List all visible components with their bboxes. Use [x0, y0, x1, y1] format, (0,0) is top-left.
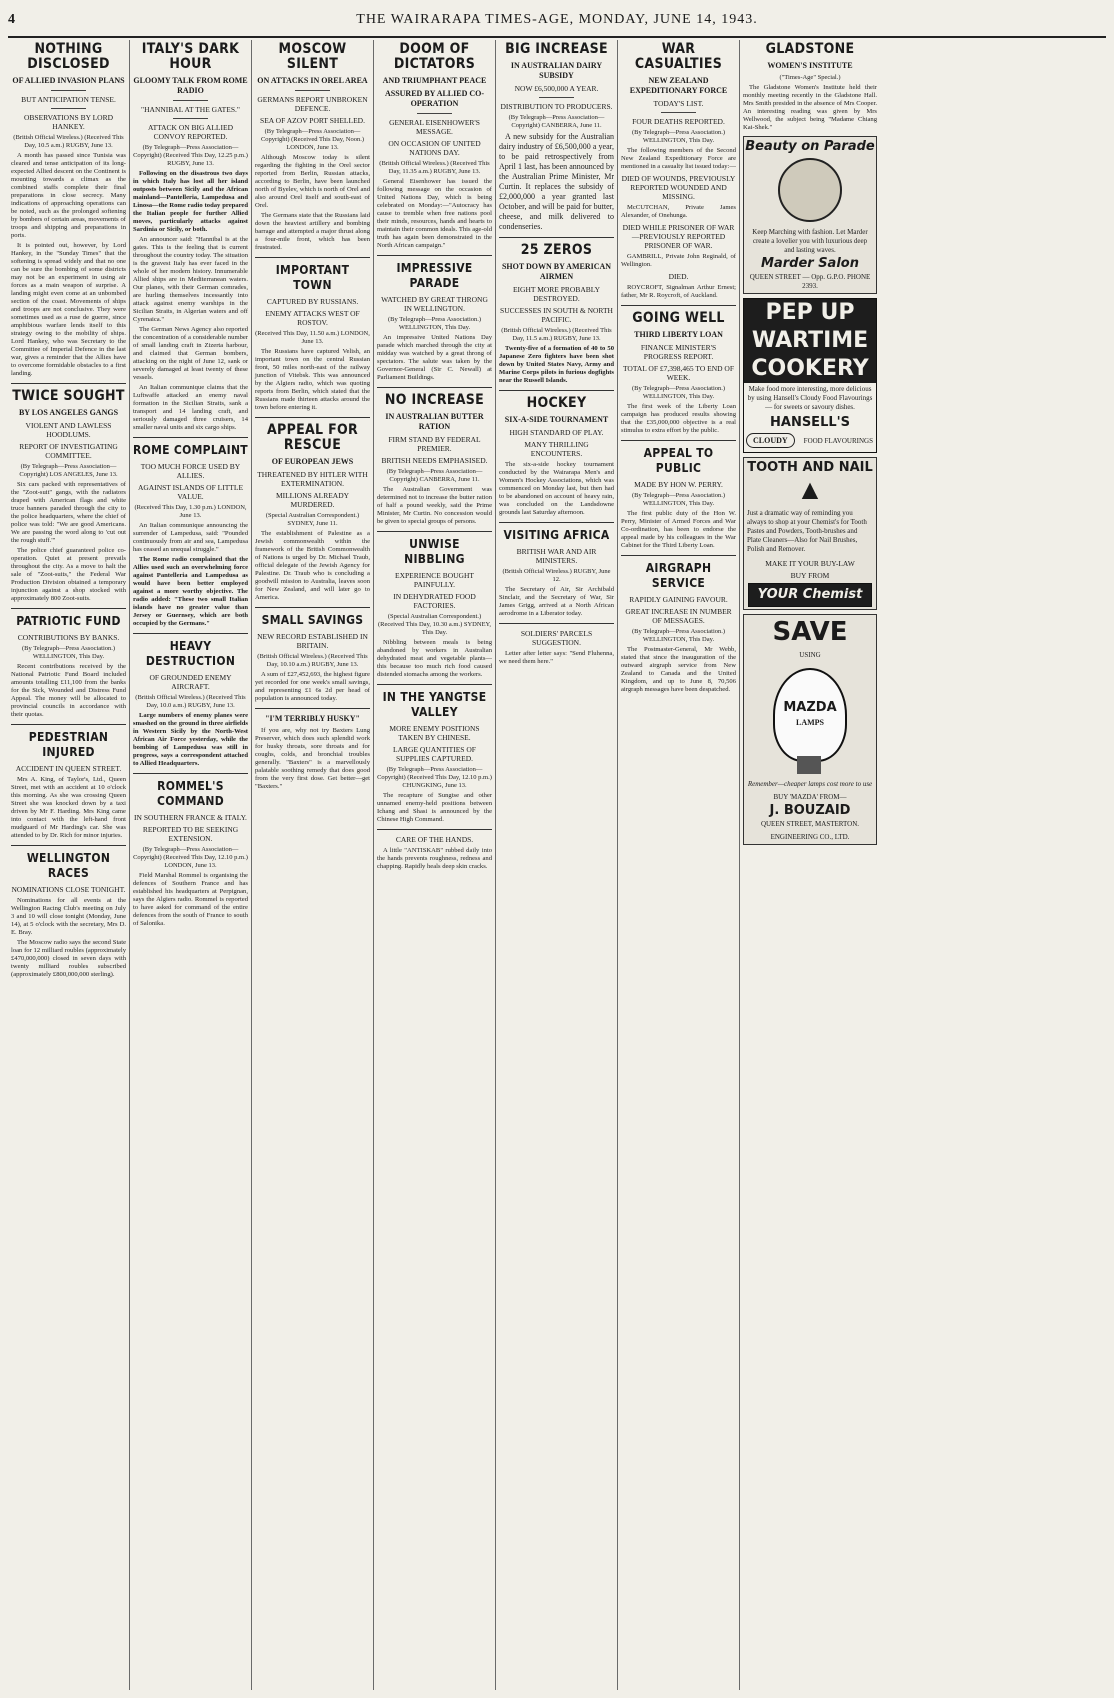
article-paragraph: The German News Agency also reported the concentration of a considerable number of small landing craft in Zizerta harbour, and claimed that German bombers, attacking on the night of June 12, sank or severely damaged at least twenty of these vessels. [133, 326, 248, 381]
ad-brand: YOUR Chemist [757, 587, 863, 602]
headline: ITALY'S DARK HOUR [141, 41, 240, 72]
divider [621, 440, 736, 441]
subheadline: RAPIDLY GAINING FAVOUR. [629, 595, 728, 604]
headline: 25 ZEROS [520, 242, 593, 258]
article-paragraph: The Gladstone Women's Institute held their monthly meeting recently in the Gladstone Hall. Mrs Smith presided in the absence of Mrs Cooper. An interesting reading was given by Mrs Wellwood, the subject being "Madame Chiang Kai-Shek." [743, 84, 877, 131]
subheadline: FIRM STAND BY FEDERAL PREMIER. [388, 435, 481, 453]
article-paragraph: Large numbers of enemy planes were smashed on the ground in three airfields in Western Sicily by the North-West African Air Force yesterday, while the bombing of Lampedusa was still in progress, says a correspondent attached to Allied Headquarters. [133, 712, 248, 767]
headline: BIG INCREASE [505, 41, 608, 57]
subheadline: ON OCCASION OF UNITED NATIONS DAY. [388, 139, 481, 157]
headline: ROMMEL'S COMMAND [156, 779, 225, 808]
casualty-category: DIED OF WOUNDS, PREVIOUSLY REPORTED WOUNDED AND MISSING. [621, 174, 736, 201]
column-3 [252, 40, 374, 1690]
article-paragraph: The Germans state that the Russians laid down the heaviest artillery and bombing barrage and attempted a major thrust along a four-mile front, which has been frustrated. [255, 212, 370, 251]
subheadline: WOMEN'S INSTITUTE [767, 61, 853, 70]
subheadline: "HANNIBAL AT THE GATES." [141, 105, 240, 114]
subheadline: TOO MUCH FORCE USED BY ALLIES. [140, 462, 241, 480]
article-paragraph: Recent contributions received by the National Patriotic Fund Board included amounts totalling £11,100 from the banks for the Sick, Wounded and Distress Fund Appeal. The money will be allocated to provincial councils in accordance with their quotas. [11, 663, 126, 718]
article-paragraph: Nibbling between meals is being abandoned by workers in Australian dehydrated meat and vegetable plants—this because too much rich food caused distended stomachs among the workers. [377, 639, 492, 678]
ad-address: QUEEN STREET, MASTERTON. [760, 820, 860, 828]
casualty-entry: McCUTCHAN, Private James Alexander, of Onehunga. [621, 204, 736, 219]
subheadline: ON ATTACKS IN OREL AREA [257, 76, 368, 85]
article-paragraph: The Postmaster-General, Mr Webb, stated that since the inauguration of the outward airgraph service from New Zealand to Canada and the United Kingdom, and up to June 8, 70,506 airgraph messages have been despatched. [621, 646, 736, 693]
headline: NO INCREASE [384, 392, 485, 408]
subheadline: CONTRIBUTIONS BY BANKS. [17, 633, 120, 642]
headline: NOTHING DISCLOSED [27, 41, 110, 72]
dateline: (Received This Day, 1.30 p.m.) LONDON, June 13. [134, 504, 247, 519]
subheadline: MILLIONS ALREADY MURDERED. [275, 491, 350, 509]
dateline: (Received This Day, 11.50 a.m.) LONDON, June 13. [255, 330, 370, 345]
subheadline: MANY THRILLING ENCOUNTERS. [524, 440, 589, 458]
subheadline: MORE ENEMY POSITIONS TAKEN BY CHINESE. [389, 724, 480, 742]
divider [255, 257, 370, 258]
dateline: (By Telegraph—Press Association.) WELLINGTON, This Day. [387, 316, 482, 331]
headline: IMPRESSIVE PARADE [396, 261, 473, 290]
headline: APPEAL TO PUBLIC [643, 446, 714, 475]
subheadline: BRITISH NEEDS EMPHASISED. [381, 456, 488, 465]
ad-line: WARTIME [751, 328, 869, 353]
headline: IMPORTANT TOWN [275, 263, 350, 292]
subheadline: GERMANS REPORT UNBROKEN DEFENCE. [257, 95, 368, 113]
headline: APPEAL FOR RESCUE [267, 422, 358, 453]
ad-headline: SOLDIERS' PARCELS SUGGESTION. [520, 629, 593, 647]
subheadline: FINANCE MINISTER'S PROGRESS REPORT. [640, 343, 717, 361]
article-paragraph: The Russians have captured Velish, an important town on the central Russian front, 50 miles north-east of the railway junction of Vitebsk. This was announced by the Algiers radio, which was quoting reports from Berlin, which stated that the Russians made thirteen attacks around the town before entering it. [255, 348, 370, 411]
ad-title: TOOTH AND NAIL [747, 460, 873, 475]
dateline: (By Telegraph—Press Association.) WELLINGTON, This Day. [21, 645, 116, 660]
ad-slogan: Remember—cheaper lamps cost more to use [747, 780, 873, 788]
subheadline: NOW £6,500,000 A YEAR. [514, 84, 599, 93]
article-paragraph: The Australian Government was determined not to increase the butter ration of half a pound weekly, said the Prime Minister, Mr Curtin. No concession would be given to special groups of persons. [377, 486, 492, 525]
divider [539, 97, 574, 98]
subheadline: OF EUROPEAN JEWS [271, 457, 354, 466]
subheadline: OF ALLIED INVASION PLANS [12, 76, 125, 85]
dateline: (British Official Wireless.) (Received This Day, 10.0 a.m.) RUGBY, June 13. [135, 694, 246, 709]
column-1 [8, 40, 130, 1690]
dateline: (British Official Wireless.) (Received This Day, 10.5 a.m.) RUGBY, June 13. [13, 134, 124, 149]
ad-hansells [743, 298, 877, 453]
ad-line: SAVE [772, 617, 848, 647]
dateline: (British Official Wireless.) (Received This Day, 11.35 a.m.) RUGBY, June 13. [379, 160, 490, 175]
subheadline: HIGH STANDARD OF PLAY. [509, 428, 604, 437]
ad-body: Letter after letter says: "Send Fluhenna, we need them here." [499, 650, 614, 665]
divider [255, 708, 370, 709]
subheadline: ACCIDENT IN QUEEN STREET. [15, 764, 122, 773]
article-paragraph: Six cars packed with representatives of the "Zoot-suit" gangs, with the radiators draped with American flags and white truce banners paraded through the city to the police headquarters, where the chief of police was told: "We are good Americans. We are passing the word along to 'cut out the rough stuff.'" [11, 481, 126, 544]
subheadline: BUT ANTICIPATION TENSE. [21, 95, 116, 104]
column-6 [618, 40, 740, 1690]
article-paragraph: The first week of the Liberty Loan campaign has produced results showing that the £35,000,000 objective is a real stimulus to extra effort by the public. [621, 403, 736, 434]
ad-line: USING [799, 651, 821, 659]
subheadline: EIGHT MORE PROBABLY DESTROYED. [512, 285, 601, 303]
subheadline: AGAINST ISLANDS OF LITTLE VALUE. [137, 483, 244, 501]
subheadline: DISTRIBUTION TO PRODUCERS. [500, 102, 613, 111]
article-paragraph: The Moscow radio says the second State loan for 12 milliard roubles (approximately £470,000,000) closed in seven days with twenty milliard roubles subscribed (approximately £800,000,000 sterling). [11, 939, 126, 978]
dateline: (By Telegraph—Press Association—Copyright) (Received This Day, Noon.) LONDON, June 13. [260, 128, 365, 151]
subheadline: AND TRIUMPHANT PEACE [382, 76, 487, 85]
subheadline: OF GROUNDED ENEMY AIRCRAFT. [149, 673, 232, 691]
ad-title: Beauty on Parade [745, 139, 875, 154]
casualty-entry: GAMBRILL, Private John Reginald, of Wellington. [621, 253, 736, 268]
divider [295, 90, 330, 91]
ad-line: PEP UP [765, 300, 855, 325]
tooth-icon: ▲ [796, 475, 824, 506]
subheadline: NEW RECORD ESTABLISHED IN BRITAIN. [257, 632, 368, 650]
subheadline: GENERAL EISENHOWER'S MESSAGE. [389, 118, 480, 136]
ad-body: If you are, why not try Baxters Lung Preserver, which does such splendid work for husky throats, sore throats and for coughs, colds, and bronchial troubles generally. "Baxters" is a marvellously palatable soothing remedy that does good from the very first dose. Get better—get "Baxters." [255, 727, 370, 790]
headline: PATRIOTIC FUND [16, 614, 121, 628]
dateline: (British Official Wireless.) RUGBY, June 12. [502, 568, 611, 583]
cloudy-badge: CLOUDY [746, 433, 795, 448]
divider [173, 100, 208, 101]
page-number: 4 [8, 12, 15, 27]
casualty-category: DIED. [668, 272, 689, 281]
ad-cta: BUY FROM [790, 571, 830, 580]
article-paragraph: Twenty-five of a formation of 40 to 50 Japanese Zero fighters have been shot down by United States Navy, Army and Marine Corps pilots in furious dogfights near the Russell Islands. [499, 345, 614, 384]
ad-headline: CARE OF THE HANDS. [395, 835, 474, 844]
ad-line: COOKERY [751, 356, 869, 381]
ad-body: A little "ANTISKAB" rubbed daily into the hands prevents roughness, redness and chapping. Rapidly heals deep skin cracks. [377, 847, 492, 870]
dateline: (Special Australian Correspondent.) (Received This Day, 10.30 a.m.) SYDNEY, This Day. [377, 613, 492, 636]
subheadline: REPORT OF INVESTIGATING COMMITTEE. [19, 442, 118, 460]
woman-portrait-illustration [778, 158, 842, 222]
article-lead: Following on the disastrous two days in which Italy has lost all her island outposts between Sicily and the African mainland—Pantelleria, Lampedusa and Linosa—the Rome radio today prepared the Italian people for further Allied moves, particularly attacks against Sardinia or Sicily, or both. [133, 170, 248, 233]
headline: GLADSTONE [765, 41, 855, 57]
article-paragraph: The six-a-side hockey tournament conducted by the Wairarapa Men's and Women's Hockey Associations, which was commenced on Monday last, but then had to be abandoned on account of heavy rain, was concluded on the Landsdowne grounds last Saturday afternoon. [499, 461, 614, 516]
ad-body: Make food more interesting, more delicious by using Hansell's Cloudy Food Flavourings — for sweets or savoury dishes. [744, 383, 876, 414]
article-paragraph: The recapture of Sungtse and other unnamed enemy-held positions between Ichang and Shasi is announced by the Chinese High Command. [377, 792, 492, 823]
subheadline: WATCHED BY GREAT THRONG IN WELLINGTON. [381, 295, 488, 313]
subheadline: IN SOUTHERN FRANCE & ITALY. [134, 813, 247, 822]
ad-chemist [743, 457, 877, 610]
article-paragraph: An Italian communique claims that the Luftwaffe attacked an enemy naval formation in the Sicilian Straits, sank a transport and 14 landing craft, and seriously damaged three cruisers, 14 smaller naval units and six cargo ships. [133, 384, 248, 431]
masthead [8, 6, 1106, 38]
divider [499, 623, 614, 624]
subheadline: SUCCESSES IN SOUTH & NORTH PACIFIC. [500, 306, 613, 324]
divider [499, 237, 614, 238]
divider [377, 531, 492, 532]
subheadline: BY LOS ANGELES GANGS [18, 408, 119, 417]
ad-cta: BUY 'MAZDA' FROM— [773, 793, 847, 801]
headline: PEDESTRIAN INJURED [28, 730, 109, 759]
dateline: (By Telegraph—Press Association.) WELLINGTON, This Day. [631, 492, 726, 507]
subheadline: LARGE QUANTITIES OF SUPPLIES CAPTURED. [393, 745, 476, 763]
headline: GOING WELL [632, 310, 725, 326]
subheadline: OBSERVATIONS BY LORD HANKEY. [24, 113, 113, 131]
divider [255, 607, 370, 608]
headline: DOOM OF DICTATORS [393, 41, 476, 72]
subheadline: REPORTED TO BE SEEKING EXTENSION. [142, 825, 239, 843]
subheadline: CAPTURED BY RUSSIANS. [266, 297, 359, 306]
article-paragraph: A month has passed since Tunisia was cleared and tense anticipation of its long-expected Allied descent on the Continent is mounting towards a climax as the combined staffs complete their final preparations in close secrecy. Many indications of approaching operations can be noted, such as the prolonged softening by bombers of certain areas, movements of troops and shipping and preparations in ports. [11, 152, 126, 239]
newspaper-title: THE WAIRARAPA TIMES-AGE, MONDAY, JUNE 14, 1943. [356, 12, 758, 27]
divider [621, 305, 736, 306]
dateline: (By Telegraph—Press Association—Copyright) (Received This Day, 12.10 p.m.) LONDON, June 13. [133, 846, 248, 869]
bulb-base [797, 756, 821, 774]
subheadline: THREATENED BY HITLER WITH EXTERMINATION. [257, 470, 368, 488]
subheadline: IN DEHYDRATED FOOD FACTORIES. [393, 592, 476, 610]
ad-mazda-lamps [743, 614, 877, 845]
headline: VISITING AFRICA [503, 528, 610, 542]
headline: SMALL SAVINGS [261, 613, 364, 627]
dateline: (By Telegraph—Press Association—Copyright) CANBERRA, June 11. [386, 468, 483, 483]
column-5 [496, 40, 618, 1690]
dateline: (British Official Wireless.) (Received This Day, 11.5 a.m.) RUGBY, June 13. [501, 327, 612, 342]
subheadline: GLOOMY TALK FROM ROME RADIO [133, 76, 248, 95]
article-paragraph: An announcer said: "Hannibal is at the gates. This is the feeling that is current throughout the country today. The situation is the gravest Italy has ever faced in the whole of her modern history. Innumerable Allied ships are in Mediterranean waters. Our planes, with their German comrades, are hurling themselves incessantly into attack against enemy warships in the Sicilian Straits, in Algerian waters and off Cyrenaica." [133, 236, 248, 323]
column-2 [130, 40, 252, 1690]
ad-product: FOOD FLAVOURINGS [803, 437, 873, 445]
ad-brand: Marder Salon [761, 256, 859, 271]
dateline: (By Telegraph—Press Association.) WELLINGTON, This Day. [631, 628, 726, 643]
subheadline: SEA OF AZOV PORT SHELLED. [260, 116, 365, 125]
subheadline: ENEMY ATTACKS WEST OF ROSTOV. [265, 309, 360, 327]
ad-cta: MAKE IT YOUR BUY-LAW [765, 559, 855, 568]
subheadline: EXPERIENCE BOUGHT PAINFULLY. [395, 571, 474, 589]
article-paragraph: The Rome radio complained that the Allies used such an overwhelming force against Pantelleria and Lampedusa as would have been better employed against a more worthy objective. The radio added: "These two small Italian islands have no greater value than Jersey or Guernsey, which are both occupied by the Germans." [133, 556, 248, 627]
newspaper-columns [8, 40, 1106, 1690]
subheadline: TOTAL OF £7,398,465 TO END OF WEEK. [622, 364, 734, 382]
divider [51, 90, 86, 91]
article-paragraph: Although Moscow today is silent regarding the fighting in the Orel sector reported from Berlin, Russian attacks, according to Berlin, have been launched north of Byelev, which is north of Orel and also around Orel itself and south-east of Orel. [255, 154, 370, 209]
ad-brand-row [744, 414, 876, 452]
headline: AIRGRAPH SERVICE [645, 561, 712, 590]
article-paragraph: It is pointed out, however, by Lord Hankey, in the "Sunday Times" that the softening is spread widely and that no one can be sure the bombing of some districts may not be an experiment in using air forces as a main weapon of surprise. A landing might even come at an unbombed section of the coast. Movements of ships and troops are not conclusive. They were sometimes used as a ruse de guerre, since amphibious warfare lends itself to this strategy owing to the mobility of ships. Lord Hankey, who was Secretary to the Committee of Imperial Defence in the last war, gives a reminder that the Allies have to overcome formidable obstacles to a first landing. [11, 242, 126, 377]
divider [377, 684, 492, 685]
dateline: (Special Australian Correspondent.) SYDNEY, June 11. [265, 512, 360, 527]
article-paragraph: A new subsidy for the Australian dairy industry of £6,500,000 a year, to be paid retrospectively from April 1 last, has been announced by the Australian Prime Minister, Mr Curtin. It replaces the subsidy of £2,000,000 a year granted last October, and will be paid for butter, cheese, and milk delivered to condenseries. [499, 132, 614, 231]
divider [417, 113, 452, 114]
headline: WAR CASUALTIES [634, 41, 723, 72]
ad-marder-salon [743, 136, 877, 294]
casualty-category: DIED WHILE PRISONER OF WAR—PREVIOUSLY REPORTED PRISONER OF WAR. [622, 223, 735, 250]
subheadline: MADE BY HON W. PERRY. [634, 480, 723, 489]
subheadline: SIX-A-SIDE TOURNAMENT [504, 415, 609, 424]
divider [11, 383, 126, 384]
divider [11, 845, 126, 846]
article-paragraph: The first public duty of the Hon W. Perry, Minister of Armed Forces and War Co-ordination, has been to endorse the appeal made by his colleagues in the War Cabinet for the Third Liberty Loan. [621, 510, 736, 549]
subheadline: GREAT INCREASE IN NUMBER OF MESSAGES. [625, 607, 732, 625]
dateline: (By Telegraph—Press Association—Copyright) LOS ANGELES, June 13. [19, 463, 118, 478]
dateline: ("Times-Age" Special.) [779, 74, 841, 81]
ad-address: QUEEN STREET — Opp. G.P.O. PHONE 2393. [749, 273, 871, 290]
headline: ROME COMPLAINT [133, 443, 248, 457]
dateline: (By Telegraph—Press Association.) WELLINGTON, This Day. [631, 129, 726, 144]
ad-body: Keep Marching with fashion. Let Marder create a lovelier you with luxurious deep and lasting waves. [752, 228, 868, 254]
headline: TWICE SOUGHT [12, 388, 125, 404]
subheadline: IN AUSTRALIAN BUTTER RATION [385, 412, 484, 431]
article-paragraph: General Eisenhower has issued the following message on the occasion of United Nations Day, which is being celebrated on Monday:—"Autocracy has cause to tremble when free nations pool their minds, resources, hands and hearts to maintain their common ideals. This age-old truth has again been demonstrated in the North African campaign." [377, 178, 492, 249]
article-paragraph: An Italian communique announcing the surrender of Lampedusa, said: "Pounded continuously from air and sea, Lampedusa has ceased an unequal struggle." [133, 522, 248, 553]
divider [377, 387, 492, 388]
headline: WELLINGTON RACES [26, 851, 111, 880]
ad-company: ENGINEERING CO., LTD. [770, 833, 850, 841]
divider [51, 108, 86, 109]
article-paragraph: The Secretary of Air, Sir Archibald Sinclair, and the Secretary of War, Sir James Grigg, arrived at a North African aerodrome in a Liberator today. [499, 586, 614, 617]
divider [499, 390, 614, 391]
casualty-entry: ROYCROFT, Signalman Arthur Ernest; father, Mr R. Roycroft, of Auckland. [621, 284, 736, 299]
divider [11, 724, 126, 725]
subheadline: BRITISH WAR AND AIR MINISTERS. [516, 547, 597, 565]
subheadline: ATTACK ON BIG ALLIED CONVOY REPORTED. [147, 123, 234, 141]
article-paragraph: A sum of £27,452,693, the highest figure yet recorded for one week's small savings, and representing £1 6s 2d per head of population is announced today. [255, 671, 370, 702]
column-7 [740, 40, 880, 1690]
divider [661, 112, 696, 113]
divider [133, 437, 248, 438]
divider [173, 118, 208, 119]
headline: HOCKEY [526, 395, 587, 411]
ad-product: LAMPS [796, 718, 824, 727]
column-4 [374, 40, 496, 1690]
subheadline: VIOLENT AND LAWLESS HOODLUMS. [25, 421, 112, 439]
article-paragraph: Mrs A. King, of Taylor's, Ltd., Queen Street, met with an accident at 10 o'clock this morning. As she was crossing Queen Street she was knocked down by a taxi driven by Mr F. Harding. Mrs King came into contact with the left-hand front mudguard of Mr Harding's car. She was attended to by Dr. Rich for minor injuries. [11, 776, 126, 839]
subheadline: SHOT DOWN BY AMERICAN AIRMEN [501, 262, 612, 281]
ad-brand: HANSELL'S [770, 415, 850, 430]
subheadline: IN AUSTRALIAN DAIRY SUBSIDY [510, 61, 603, 80]
headline: IN THE YANGTSE VALLEY [382, 690, 487, 719]
dateline: (By Telegraph—Press Association.) WELLINGTON, This Day. [631, 385, 726, 400]
divider [377, 829, 492, 830]
divider [133, 633, 248, 634]
ad-body: Just a dramatic way of reminding you always to shop at your Chemist's for Tooth Pastes and Powders, Tooth-brushes and Plate Cleaners—Also for Nail Brushes, Polish and Remover. [747, 509, 867, 553]
light-bulb-icon [773, 668, 847, 762]
dateline: (British Official Wireless.) (Received This Day, 10.10 a.m.) RUGBY, June 13. [257, 653, 368, 668]
ad-brand: J. BOUZAID [769, 803, 851, 818]
headline: HEAVY DESTRUCTION [145, 639, 236, 668]
article-paragraph: An impressive United Nations Day parade which marched through the city at midday was watched by a great throng of spectators. The salute was taken by the Governor-General (Sir C. Newall) at Parliament Buildings. [377, 334, 492, 381]
subheadline: TODAY'S LIST. [653, 99, 704, 108]
ad-headline: "I'M TERRIBLY HUSKY" [265, 714, 360, 723]
divider [499, 522, 614, 523]
subheadline: NEW ZEALAND EXPEDITIONARY FORCE [629, 76, 728, 95]
headline: MOSCOW SILENT [278, 41, 347, 72]
ad-brand: MAZDA [783, 700, 837, 715]
divider [11, 608, 126, 609]
subheadline: THIRD LIBERTY LOAN [634, 330, 723, 339]
subheadline: FOUR DEATHS REPORTED. [632, 117, 725, 126]
dateline: (By Telegraph—Press Association—Copyright) (Received This Day, 12.25 p.m.) RUGBY, June 13. [133, 144, 248, 167]
article-paragraph: The establishment of Palestine as a Jewish commonwealth within the framework of the British Commonwealth of Nations is urged by Dr. Michael Traub, official delegate of the Jewish Agency for Palestine. Dr. Traub who is concluding a goodwill mission to Australia, leaves soon for New Zealand, and will later go to America. [255, 530, 370, 601]
headline: UNWISE NIBBLING [404, 537, 465, 566]
divider [377, 255, 492, 256]
article-paragraph: The following members of the Second New Zealand Expeditionary Force are mentioned in a casualty list issued today:— [621, 147, 737, 170]
divider [255, 417, 370, 418]
article-paragraph: Nominations for all events at the Wellington Racing Club's meeting on July 3 and 10 will close tonight (Monday, June 14), at 5 o'clock with the secretary, Mrs D. E. Bray. [11, 897, 126, 936]
ad-chemist-banner [748, 583, 872, 607]
dateline: (By Telegraph—Press Association—Copyright) (Received This Day, 12.10 p.m.) CHUNGKING, June 13. [377, 766, 492, 789]
subheadline: NOMINATIONS CLOSE TONIGHT. [11, 885, 126, 894]
dateline: (By Telegraph—Press Association—Copyright) CANBERRA, June 11. [508, 114, 605, 129]
article-paragraph: Field Marshal Rommel is organising the defences of Southern France and has established his headquarters at Perpignan, says the Algiers radio. Rommel is reported to have asked for command of the entire defences from the south of France to south of Salonika. [133, 872, 248, 927]
divider [133, 773, 248, 774]
divider [621, 555, 736, 556]
article-paragraph: The police chief guaranteed police co-operation. Quiet at present prevails throughout the city. As a move to halt the sale of "Zoot-suits," the Federal War Production Division obtained a temporary injunction against a shop stocked with approximately 800 Zoot-suits. [11, 547, 126, 602]
subheadline: ASSURED BY ALLIED CO-OPERATION [384, 89, 485, 108]
